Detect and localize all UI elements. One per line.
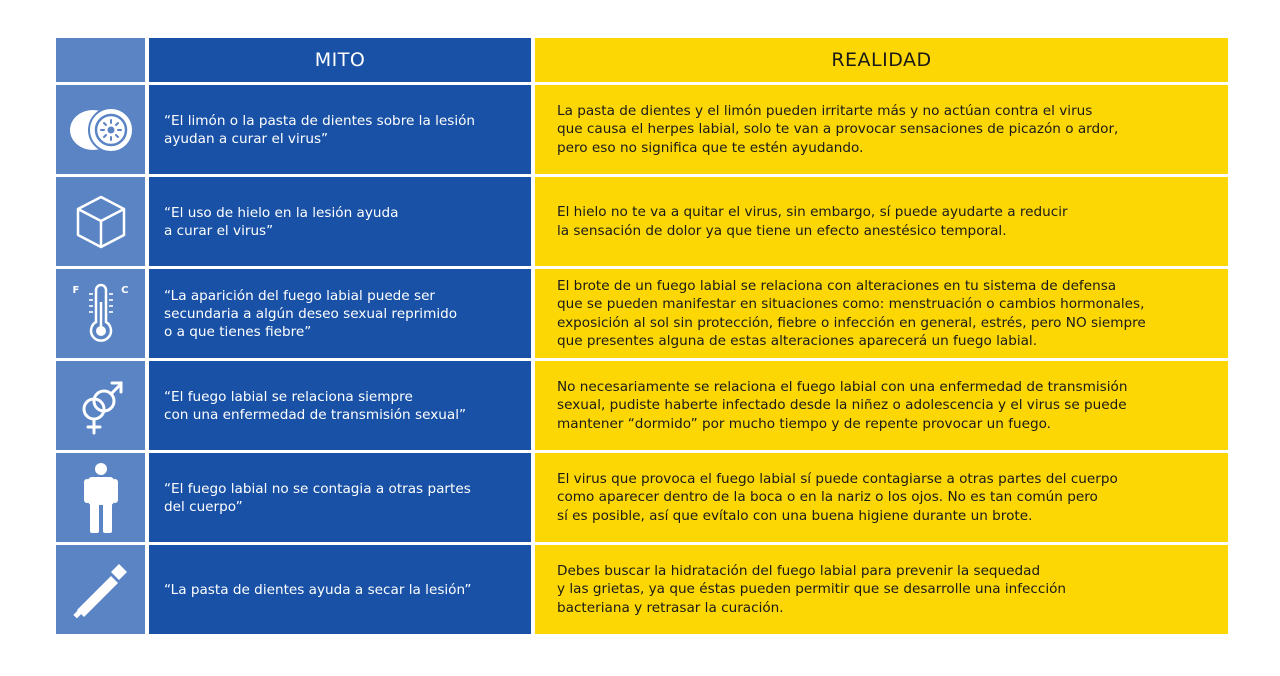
mito-cell: [149, 177, 531, 266]
icon-cell: [56, 269, 145, 358]
icon-cell: [56, 85, 145, 174]
table-row: [56, 269, 1228, 358]
table-row: [56, 453, 1228, 542]
mito-cell: [149, 453, 531, 542]
realidad-cell: [535, 177, 1228, 266]
table-header: [56, 38, 1228, 82]
mito-text: “El uso de hielo en la lesión ayuda a curar el virus”: [164, 204, 399, 239]
ice-cube-icon: [74, 193, 128, 251]
myth-reality-table: [56, 38, 1228, 637]
toothpaste-tube-icon: [71, 560, 131, 620]
mito-cell: [149, 269, 531, 358]
header-realidad: REALIDAD: [535, 38, 1228, 82]
table-row: [56, 85, 1228, 174]
mito-text: “La aparición del fuego labial puede ser secundaria a algún deseo sexual reprimido o a que tienes fiebre”: [164, 287, 458, 340]
realidad-text: La pasta de dientes y el limón pueden irritarte más y no actúan contra el virus que causa el herpes labial, solo te van a provocar sensaciones de picazón o ardor, pero eso no significa que te estén ayudando.: [557, 103, 1119, 156]
realidad-cell: [535, 545, 1228, 634]
header-icon-cell: [56, 38, 145, 82]
mito-text: “El fuego labial se relaciona siempre con una enfermedad de transmisión sexual”: [164, 388, 467, 423]
icon-cell: [56, 545, 145, 634]
realidad-text: El virus que provoca el fuego labial sí puede contagiarse a otras partes del cuerpo como aparecer dentro de la boca o en la nariz o los ojos. No es tan común pero sí es posible, así que evítalo con una buena higiene durante un brote.: [557, 471, 1118, 524]
realidad-cell: [535, 269, 1228, 358]
thermometer-label-f: F: [72, 284, 80, 296]
mito-cell: [149, 361, 531, 450]
icon-cell: [56, 453, 145, 542]
mito-cell: [149, 545, 531, 634]
mito-text: “El fuego labial no se contagia a otras partes del cuerpo”: [164, 480, 471, 515]
realidad-cell: [535, 453, 1228, 542]
thermometer-icon: [73, 282, 129, 346]
mito-cell: [149, 85, 531, 174]
person-icon: [81, 462, 121, 534]
header-mito: MITO: [149, 38, 531, 82]
realidad-text: Debes buscar la hidratación del fuego labial para prevenir la sequedad y las grietas, ya que éstas pueden permitir que se desarrolle una infección bacteriana y retrasar la curación.: [557, 563, 1067, 616]
table-row: [56, 361, 1228, 450]
realidad-cell: [535, 361, 1228, 450]
icon-cell: [56, 177, 145, 266]
kiwi-lemon-icon: [67, 102, 135, 158]
mito-text: “El limón o la pasta de dientes sobre la lesión ayudan a curar el virus”: [164, 112, 476, 147]
realidad-text: No necesariamente se relaciona el fuego labial con una enfermedad de transmisión sexual, pudiste haberte infectado desde la niñez o adolescencia y el virus se puede mantener “dormido” por mucho tiempo y de repente provocar un fuego.: [557, 379, 1128, 432]
icon-cell: [56, 361, 145, 450]
realidad-text: El hielo no te va a quitar el virus, sin embargo, sí puede ayudarte a reducir la sensación de dolor ya que tiene un efecto anestésico temporal.: [557, 204, 1068, 239]
thermometer-label-c: C: [121, 284, 129, 296]
realidad-cell: [535, 85, 1228, 174]
gender-symbols-icon: [76, 375, 126, 437]
table-row: [56, 177, 1228, 266]
table-row: [56, 545, 1228, 634]
realidad-text: El brote de un fuego labial se relaciona con alteraciones en tu sistema de defensa que se pueden manifestar en situaciones como: menstruación o cambios hormonales, exposición al sol sin protección, fiebre o infección en general, estrés, pero NO siempre que presentes alguna de estas alteraciones aparecerá un fuego labial.: [557, 277, 1146, 349]
mito-text: “La pasta de dientes ayuda a secar la lesión”: [164, 581, 472, 598]
